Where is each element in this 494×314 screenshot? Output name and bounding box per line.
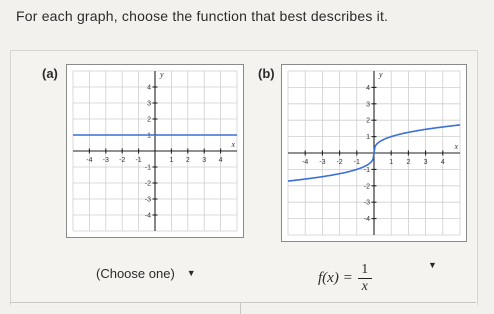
y-tick-label: -1 xyxy=(363,166,370,174)
chevron-down-icon: ▼ xyxy=(186,268,196,278)
graph-b-plot xyxy=(282,65,466,241)
y-tick-label: -2 xyxy=(144,180,151,188)
chevron-down-icon: ▼ xyxy=(428,260,437,270)
x-tick-label: -4 xyxy=(302,159,309,166)
y-tick-label: 3 xyxy=(366,101,370,109)
x-tick-label: -1 xyxy=(135,157,142,164)
fraction-numerator: 1 xyxy=(361,261,369,277)
part-a-label: (a) xyxy=(42,66,58,81)
y-tick-label: -4 xyxy=(144,212,151,220)
y-tick-label: -3 xyxy=(363,199,370,207)
x-axis-label: x xyxy=(454,142,458,151)
y-tick-label: -2 xyxy=(363,183,370,191)
part-b-label: (b) xyxy=(258,66,275,81)
y-tick-label: 2 xyxy=(147,116,151,124)
x-tick-label: -4 xyxy=(86,157,93,164)
part-a-function-select[interactable] xyxy=(96,264,214,282)
x-tick-label: -2 xyxy=(119,157,126,164)
x-axis-label: x xyxy=(231,140,235,149)
graph-a-plot xyxy=(67,65,243,237)
x-tick-label: 4 xyxy=(440,159,445,166)
y-tick-label: 3 xyxy=(147,100,151,108)
y-tick-label: 1 xyxy=(366,134,370,142)
x-tick-label: 2 xyxy=(406,159,411,166)
y-tick-label: -3 xyxy=(144,196,151,204)
divider xyxy=(10,302,476,303)
x-tick-label: 1 xyxy=(389,159,394,166)
y-tick-label: 4 xyxy=(366,84,370,92)
function-prefix: f(x) = xyxy=(318,269,353,286)
y-tick-label: 1 xyxy=(147,132,151,140)
x-tick-label: 3 xyxy=(202,157,207,164)
fraction-denominator: x xyxy=(361,278,368,294)
x-tick-label: 1 xyxy=(169,157,174,164)
part-b-function-select[interactable] xyxy=(318,256,448,300)
x-tick-label: 4 xyxy=(218,157,223,164)
x-tick-label: -1 xyxy=(353,159,360,166)
y-axis-label: y xyxy=(160,70,164,79)
y-tick-label: -4 xyxy=(363,216,370,224)
y-axis-label: y xyxy=(379,70,383,79)
graph-a xyxy=(66,64,244,238)
part-a-select-value: (Choose one) xyxy=(96,265,175,281)
divider xyxy=(240,302,241,314)
graph-b xyxy=(281,64,467,242)
y-tick-label: 2 xyxy=(366,117,370,125)
y-tick-label: 4 xyxy=(147,84,151,92)
x-tick-label: 3 xyxy=(423,159,428,166)
instructions: For each graph, choose the function that best describes it. xyxy=(16,8,389,24)
fraction xyxy=(358,262,372,295)
x-tick-label: -2 xyxy=(336,159,343,166)
x-tick-label: -3 xyxy=(102,157,109,164)
y-tick-label: -1 xyxy=(144,164,151,172)
x-tick-label: -3 xyxy=(319,159,326,166)
x-tick-label: 2 xyxy=(185,157,190,164)
